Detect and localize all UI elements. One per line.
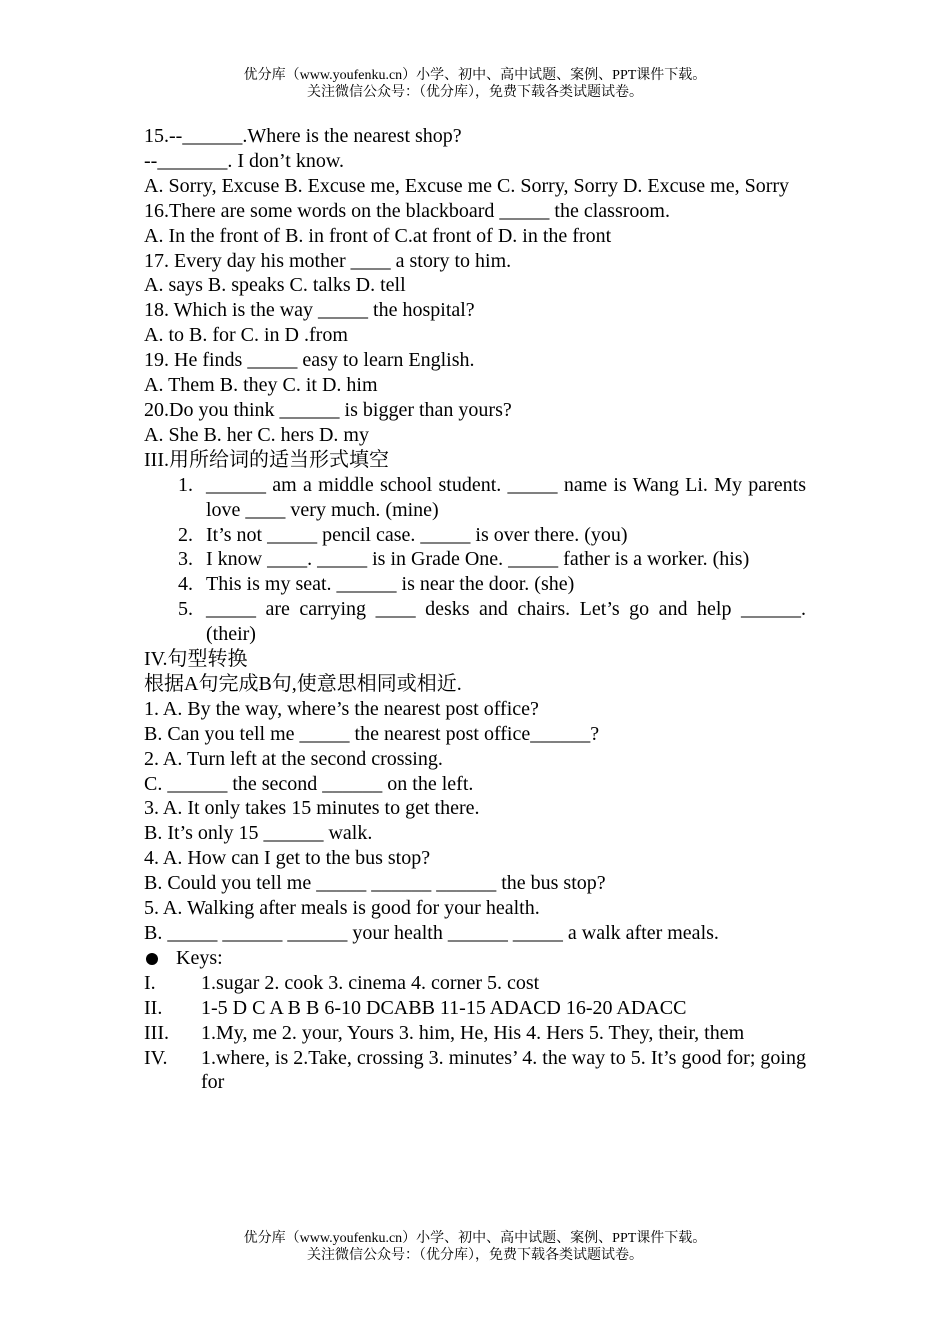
transform-line: B. It’s only 15 ______ walk. bbox=[144, 822, 373, 845]
key-text: 1.where, is 2.Take, crossing 3. minutes’ 4. the way to 5. It’s good for; going for bbox=[201, 1046, 806, 1094]
question-15-options: A. Sorry, Excuse B. Excuse me, Excuse me C. Sorry, Sorry D. Excuse me, Sorry bbox=[144, 174, 790, 197]
question-15: 15.--______.Where is the nearest shop? bbox=[144, 125, 462, 147]
section-3-item bbox=[144, 572, 806, 597]
transform-line: B. Can you tell me _____ the nearest post office______? bbox=[144, 722, 600, 745]
key-label: II. bbox=[144, 996, 163, 1019]
question-17-options: A. says B. speaks C. talks D. tell bbox=[144, 274, 406, 297]
item-text: This is my seat. ______ is near the door. (she) bbox=[206, 573, 575, 596]
header-line-1: 优分库（www.youfenku.cn）小学、初中、高中试题、案例、PPT课件下载。 bbox=[243, 68, 707, 83]
transform-line: B. Could you tell me _____ ______ ______ the bus stop? bbox=[144, 872, 606, 895]
item-text: It’s not _____ pencil case. _____ is over there. (you) bbox=[206, 523, 628, 546]
item-number: 2. bbox=[178, 523, 193, 546]
section-3-item bbox=[144, 523, 806, 548]
page-header bbox=[0, 67, 950, 101]
question-19: 19. He finds _____ easy to learn English. bbox=[144, 349, 475, 372]
document-body bbox=[144, 124, 806, 1095]
key-row bbox=[144, 996, 806, 1021]
transform-line: 3. A. It only takes 15 minutes to get there. bbox=[144, 797, 480, 820]
key-label: IV. bbox=[144, 1046, 168, 1069]
item-text: _____ are carrying ____ desks and chairs. Let’s go and help ______.(their) bbox=[206, 598, 806, 646]
section-3-title: III.用所给词的适当形式填空 bbox=[144, 448, 389, 471]
transform-line: 1. A. By the way, where’s the nearest post office? bbox=[144, 697, 539, 720]
item-number: 5. bbox=[178, 598, 193, 621]
section-3-item bbox=[144, 473, 806, 523]
question-19-options: A. Them B. they C. it D. him bbox=[144, 374, 378, 397]
question-20: 20.Do you think ______ is bigger than yours? bbox=[144, 398, 512, 421]
item-number: 3. bbox=[178, 548, 193, 571]
key-text: 1-5 D C A B B 6-10 DCABB 11-15 ADACD 16-20 ADACC bbox=[201, 996, 687, 1019]
question-20-options: A. She B. her C. hers D. my bbox=[144, 423, 369, 446]
section-3-item bbox=[144, 547, 806, 572]
header-line-2: 关注微信公众号：（优分库），免费下载各类试题试卷。 bbox=[307, 85, 643, 100]
question-18-options: A. to B. for C. in D .from bbox=[144, 324, 348, 347]
transform-line: 5. A. Walking after meals is good for your health. bbox=[144, 897, 540, 920]
key-label: III. bbox=[144, 1021, 169, 1044]
question-16-options: A. In the front of B. in front of C.at front of D. in the front bbox=[144, 224, 612, 247]
section-4-title: IV.句型转换 bbox=[144, 648, 248, 671]
key-text: 1.sugar 2. cook 3. cinema 4. corner 5. cost bbox=[201, 971, 540, 994]
key-row bbox=[144, 1021, 806, 1046]
page-footer bbox=[0, 1230, 950, 1264]
question-15-reply: --_______. I don’t know. bbox=[144, 149, 344, 172]
transform-line: C. ______ the second ______ on the left. bbox=[144, 772, 474, 795]
key-text: 1.My, me 2. your, Yours 3. him, He, His 4. Hers 5. They, their, them bbox=[201, 1021, 745, 1044]
key-label: I. bbox=[144, 971, 156, 994]
footer-line-2: 关注微信公众号：（优分库），免费下载各类试题试卷。 bbox=[307, 1248, 643, 1263]
section-4-instruction: 根据A句完成B句,使意思相同或相近. bbox=[144, 672, 462, 695]
transform-line: 2. A. Turn left at the second crossing. bbox=[144, 747, 443, 770]
transform-line: 4. A. How can I get to the bus stop? bbox=[144, 847, 431, 870]
item-text: I know ____. _____ is in Grade One. _____ father is a worker. (his) bbox=[206, 548, 750, 571]
key-row bbox=[144, 1046, 806, 1096]
item-text: ______ am a middle school student. _____ name is Wang Li. My parents love ____ very much. (mine) bbox=[206, 473, 806, 521]
question-18: 18. Which is the way _____ the hospital? bbox=[144, 299, 475, 322]
item-number: 1. bbox=[178, 473, 193, 496]
question-17: 17. Every day his mother ____ a story to him. bbox=[144, 249, 512, 272]
keys-heading bbox=[144, 946, 806, 971]
transform-line: B. _____ ______ ______ your health ______ _____ a walk after meals. bbox=[144, 922, 719, 944]
key-row bbox=[144, 971, 806, 996]
keys-title: Keys: bbox=[176, 946, 223, 969]
footer-line-1: 优分库（www.youfenku.cn）小学、初中、高中试题、案例、PPT课件下载。 bbox=[243, 1231, 707, 1246]
bullet-icon bbox=[146, 953, 158, 965]
section-3-item bbox=[144, 597, 806, 647]
item-number: 4. bbox=[178, 573, 193, 596]
question-16: 16.There are some words on the blackboard _____ the classroom. bbox=[144, 199, 670, 222]
